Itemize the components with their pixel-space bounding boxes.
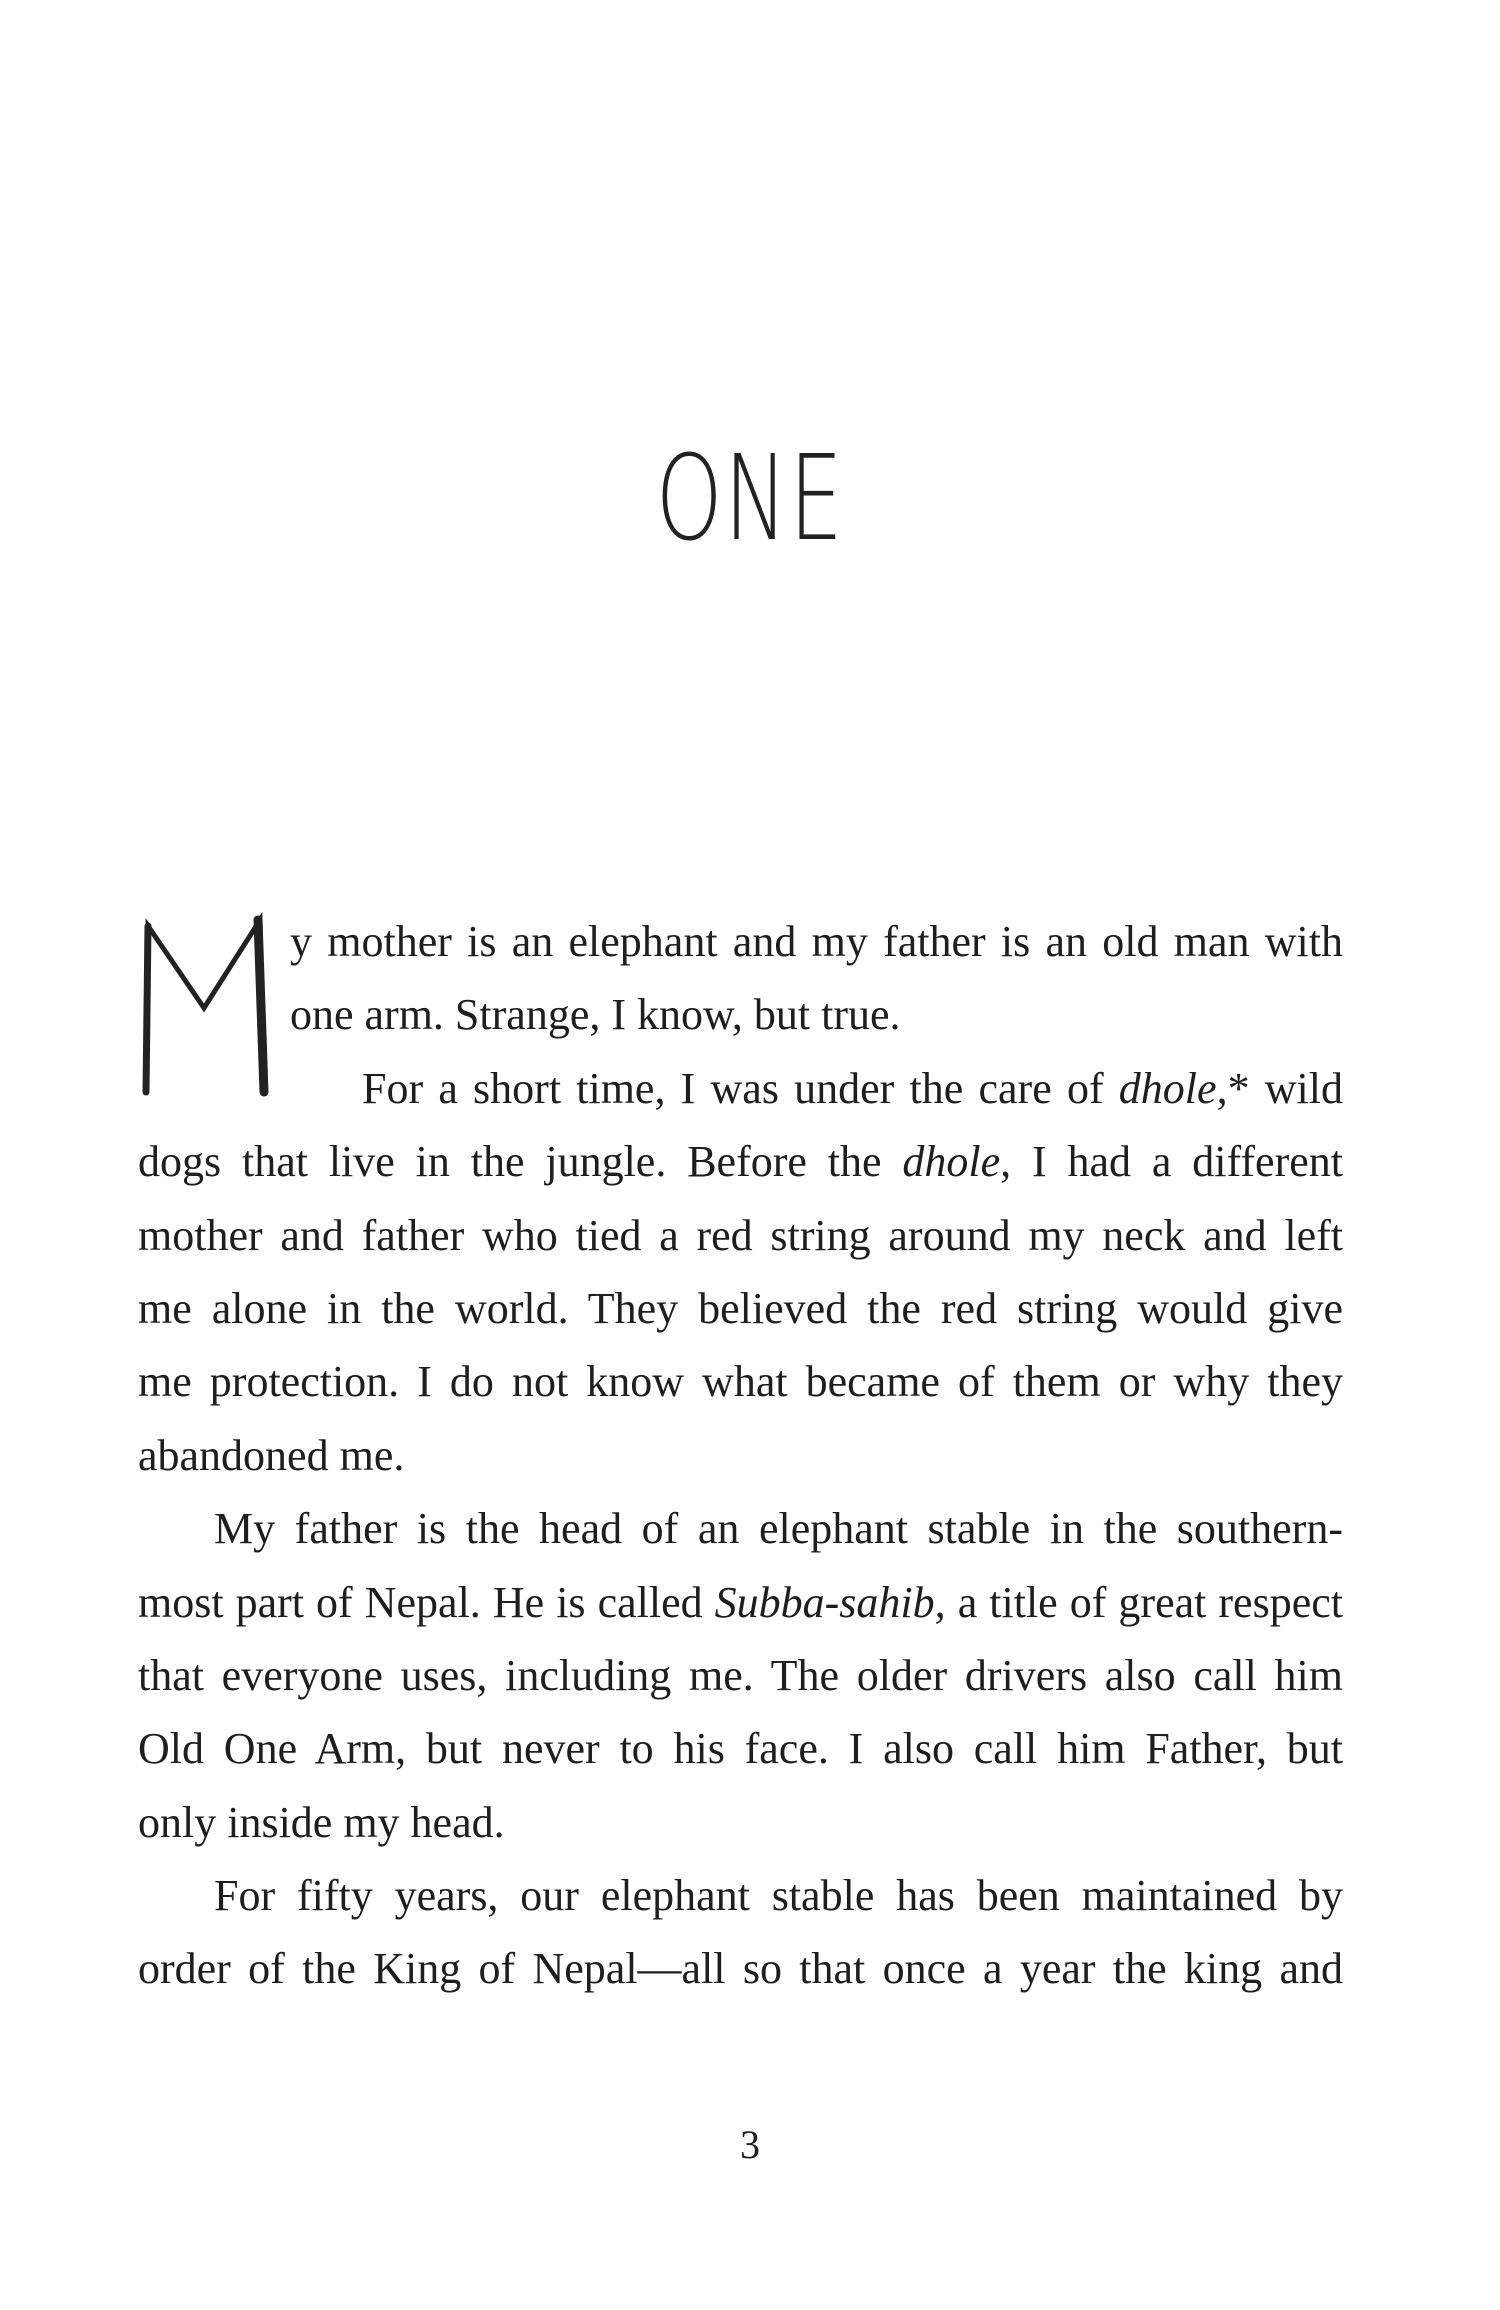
page-number: 3 [740, 2122, 760, 2167]
text-line: My father is the head of an elephant stable in the southern- [214, 1504, 1343, 1554]
italic-term: dhole [1118, 1063, 1217, 1113]
text-line: me protection. I do not know what became of them or why they [138, 1357, 1343, 1407]
text-line: mother and father who tied a red string around my neck and left [138, 1210, 1343, 1260]
text-line: me alone in the world. They believed the red string would give [138, 1283, 1343, 1333]
text-line: For fifty years, our elephant stable has been maintained by [214, 1871, 1343, 1921]
text-line: dogs that live in the jungle. Before the dhole, I had a different [138, 1137, 1343, 1187]
text-line: one arm. Strange, I know, but true. [290, 990, 901, 1040]
text-line: For a short time, I was under the care of dhole,* wild [362, 1063, 1343, 1113]
italic-term: dhole [902, 1137, 1001, 1187]
text-line: only inside my head. [138, 1797, 505, 1847]
text-line: abandoned me. [138, 1430, 405, 1480]
text-line: Old One Arm, but never to his face. I also call him Father, but [138, 1724, 1343, 1774]
body-text [138, 905, 1343, 2006]
text-line: most part of Nepal. He is called Subba-sahib, a title of great respect [138, 1577, 1343, 1627]
italic-term: Subba-sahib [714, 1577, 935, 1627]
text-line: order of the King of Nepal—all so that once a year the king and [138, 1944, 1343, 1994]
chapter-title: ONE [655, 429, 845, 567]
svg-text:M: M [138, 912, 139, 913]
text-line: that everyone uses, including me. The older drivers also call him [138, 1650, 1343, 1700]
text-line: y mother is an elephant and my father is an old man with [290, 917, 1343, 966]
